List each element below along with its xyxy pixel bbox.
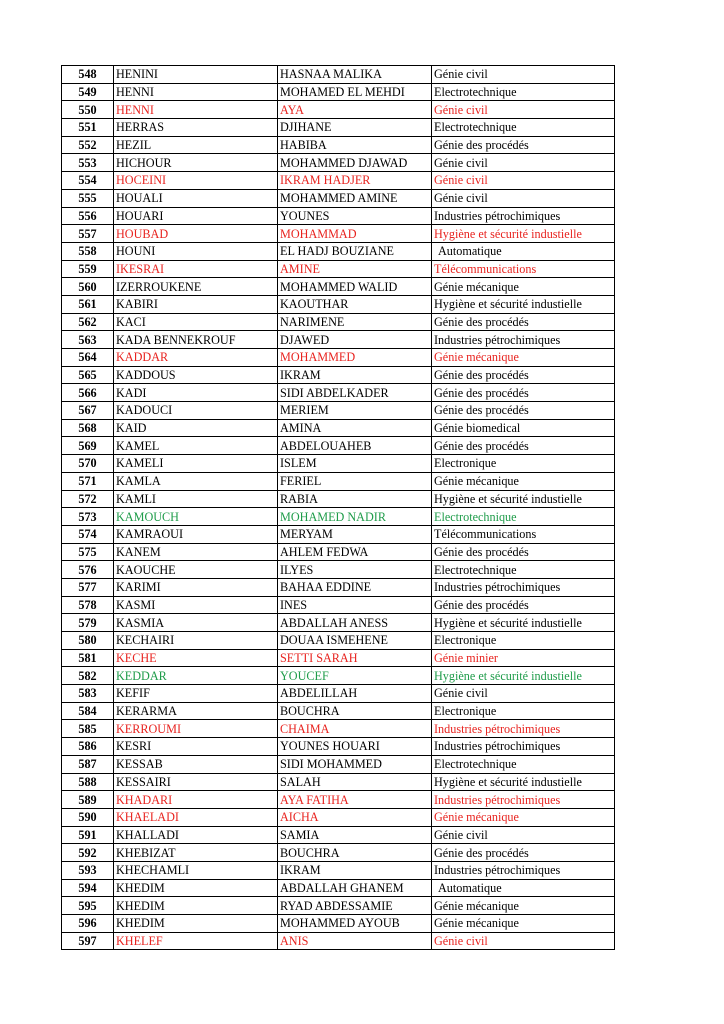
- table-row: [62, 242, 615, 260]
- last-name-cell: KADA BENNEKROUF: [114, 331, 278, 349]
- row-number-cell: 597: [62, 932, 114, 950]
- table-row: [62, 154, 615, 172]
- department-cell: Génie des procédés: [432, 543, 615, 561]
- row-number-cell: 578: [62, 596, 114, 614]
- last-name-cell: KABIRI: [114, 295, 278, 313]
- row-number-cell: 568: [62, 419, 114, 437]
- row-number-cell: 564: [62, 349, 114, 367]
- row-number-cell: 555: [62, 189, 114, 207]
- first-name-cell: DOUAA ISMEHENE: [278, 632, 432, 650]
- row-number-cell: 586: [62, 738, 114, 756]
- last-name-cell: HOUNI: [114, 242, 278, 260]
- first-name-cell: ILYES: [278, 561, 432, 579]
- table-row: [62, 897, 615, 915]
- table-row: [62, 844, 615, 862]
- last-name-cell: KESSAB: [114, 755, 278, 773]
- table-row: [62, 278, 615, 296]
- department-cell: Génie mécanique: [432, 349, 615, 367]
- first-name-cell: NARIMENE: [278, 313, 432, 331]
- department-cell: Génie civil: [432, 172, 615, 190]
- department-cell: Electronique: [432, 632, 615, 650]
- row-number-cell: 593: [62, 861, 114, 879]
- last-name-cell: KHEDIM: [114, 879, 278, 897]
- department-cell: Génie civil: [432, 154, 615, 172]
- department-cell: Hygiène et sécurité industielle: [432, 773, 615, 791]
- last-name-cell: KEDDAR: [114, 667, 278, 685]
- last-name-cell: HENNI: [114, 101, 278, 119]
- department-cell: Génie des procédés: [432, 384, 615, 402]
- department-cell: Génie minier: [432, 649, 615, 667]
- table-row: [62, 667, 615, 685]
- department-cell: Hygiène et sécurité industielle: [432, 295, 615, 313]
- department-cell: Génie biomedical: [432, 419, 615, 437]
- first-name-cell: AYA FATIHA: [278, 791, 432, 809]
- table-row: [62, 349, 615, 367]
- row-number-cell: 585: [62, 720, 114, 738]
- table-row: [62, 578, 615, 596]
- department-cell: Automatique: [432, 879, 615, 897]
- row-number-cell: 563: [62, 331, 114, 349]
- first-name-cell: ABDELILLAH: [278, 685, 432, 703]
- department-cell: Génie des procédés: [432, 402, 615, 420]
- row-number-cell: 562: [62, 313, 114, 331]
- last-name-cell: KHELEF: [114, 932, 278, 950]
- table-row: [62, 596, 615, 614]
- last-name-cell: KAID: [114, 419, 278, 437]
- row-number-cell: 583: [62, 685, 114, 703]
- row-number-cell: 559: [62, 260, 114, 278]
- row-number-cell: 565: [62, 366, 114, 384]
- first-name-cell: HABIBA: [278, 136, 432, 154]
- row-number-cell: 580: [62, 632, 114, 650]
- first-name-cell: MOHAMMAD: [278, 225, 432, 243]
- table-row: [62, 313, 615, 331]
- table-row: [62, 791, 615, 809]
- department-cell: Industries pétrochimiques: [432, 861, 615, 879]
- department-cell: Industries pétrochimiques: [432, 578, 615, 596]
- department-cell: Génie des procédés: [432, 313, 615, 331]
- table-row: [62, 932, 615, 950]
- table-row: [62, 490, 615, 508]
- first-name-cell: AMINA: [278, 419, 432, 437]
- table-row: [62, 861, 615, 879]
- first-name-cell: DJAWED: [278, 331, 432, 349]
- table-row: [62, 472, 615, 490]
- first-name-cell: YOUNES HOUARI: [278, 738, 432, 756]
- roster-body: [62, 66, 615, 950]
- table-row: [62, 225, 615, 243]
- first-name-cell: MOHAMMED AYOUB: [278, 915, 432, 933]
- first-name-cell: MOHAMMED WALID: [278, 278, 432, 296]
- last-name-cell: KASMIA: [114, 614, 278, 632]
- last-name-cell: KAMELI: [114, 455, 278, 473]
- first-name-cell: CHAIMA: [278, 720, 432, 738]
- department-cell: Génie mécanique: [432, 915, 615, 933]
- department-cell: Génie mécanique: [432, 897, 615, 915]
- table-row: [62, 384, 615, 402]
- first-name-cell: IKRAM HADJER: [278, 172, 432, 190]
- last-name-cell: KESSAIRI: [114, 773, 278, 791]
- first-name-cell: ABDELOUAHEB: [278, 437, 432, 455]
- row-number-cell: 576: [62, 561, 114, 579]
- first-name-cell: FERIEL: [278, 472, 432, 490]
- department-cell: Génie civil: [432, 189, 615, 207]
- department-cell: Génie des procédés: [432, 136, 615, 154]
- table-row: [62, 83, 615, 101]
- department-cell: Electrotechnique: [432, 755, 615, 773]
- first-name-cell: AYA: [278, 101, 432, 119]
- first-name-cell: AMINE: [278, 260, 432, 278]
- last-name-cell: KEFIF: [114, 685, 278, 703]
- department-cell: Génie mécanique: [432, 472, 615, 490]
- last-name-cell: KAMEL: [114, 437, 278, 455]
- last-name-cell: KECHAIRI: [114, 632, 278, 650]
- department-cell: Télécommunications: [432, 260, 615, 278]
- last-name-cell: KAMLA: [114, 472, 278, 490]
- last-name-cell: KAMLI: [114, 490, 278, 508]
- row-number-cell: 551: [62, 119, 114, 137]
- table-row: [62, 561, 615, 579]
- row-number-cell: 567: [62, 402, 114, 420]
- row-number-cell: 550: [62, 101, 114, 119]
- last-name-cell: KERARMA: [114, 702, 278, 720]
- last-name-cell: HENINI: [114, 66, 278, 84]
- department-cell: Industries pétrochimiques: [432, 207, 615, 225]
- table-row: [62, 525, 615, 543]
- last-name-cell: KAMOUCH: [114, 508, 278, 526]
- row-number-cell: 558: [62, 242, 114, 260]
- row-number-cell: 573: [62, 508, 114, 526]
- first-name-cell: SETTI SARAH: [278, 649, 432, 667]
- first-name-cell: ABDALLAH GHANEM: [278, 879, 432, 897]
- row-number-cell: 548: [62, 66, 114, 84]
- row-number-cell: 582: [62, 667, 114, 685]
- last-name-cell: HOCEINI: [114, 172, 278, 190]
- row-number-cell: 595: [62, 897, 114, 915]
- department-cell: Electronique: [432, 702, 615, 720]
- last-name-cell: HERRAS: [114, 119, 278, 137]
- table-row: [62, 808, 615, 826]
- row-number-cell: 594: [62, 879, 114, 897]
- table-row: [62, 649, 615, 667]
- department-cell: Automatique: [432, 242, 615, 260]
- first-name-cell: BOUCHRA: [278, 702, 432, 720]
- table-row: [62, 738, 615, 756]
- row-number-cell: 587: [62, 755, 114, 773]
- department-cell: Génie des procédés: [432, 596, 615, 614]
- table-row: [62, 189, 615, 207]
- row-number-cell: 581: [62, 649, 114, 667]
- table-row: [62, 773, 615, 791]
- row-number-cell: 552: [62, 136, 114, 154]
- table-row: [62, 720, 615, 738]
- department-cell: Génie des procédés: [432, 366, 615, 384]
- department-cell: Hygiène et sécurité industielle: [432, 614, 615, 632]
- last-name-cell: KECHE: [114, 649, 278, 667]
- last-name-cell: HOUBAD: [114, 225, 278, 243]
- department-cell: Electrotechnique: [432, 561, 615, 579]
- table-row: [62, 508, 615, 526]
- row-number-cell: 554: [62, 172, 114, 190]
- row-number-cell: 575: [62, 543, 114, 561]
- first-name-cell: SALAH: [278, 773, 432, 791]
- table-row: [62, 119, 615, 137]
- first-name-cell: EL HADJ BOUZIANE: [278, 242, 432, 260]
- last-name-cell: KARIMI: [114, 578, 278, 596]
- department-cell: Industries pétrochimiques: [432, 720, 615, 738]
- first-name-cell: YOUNES: [278, 207, 432, 225]
- table-row: [62, 702, 615, 720]
- first-name-cell: MOHAMED NADIR: [278, 508, 432, 526]
- table-row: [62, 66, 615, 84]
- table-row: [62, 455, 615, 473]
- row-number-cell: 549: [62, 83, 114, 101]
- row-number-cell: 566: [62, 384, 114, 402]
- table-row: [62, 172, 615, 190]
- last-name-cell: HICHOUR: [114, 154, 278, 172]
- table-row: [62, 826, 615, 844]
- row-number-cell: 584: [62, 702, 114, 720]
- department-cell: Génie civil: [432, 101, 615, 119]
- last-name-cell: KADDOUS: [114, 366, 278, 384]
- first-name-cell: MERYAM: [278, 525, 432, 543]
- last-name-cell: KACI: [114, 313, 278, 331]
- department-cell: Industries pétrochimiques: [432, 738, 615, 756]
- table-row: [62, 366, 615, 384]
- first-name-cell: MOHAMMED DJAWAD: [278, 154, 432, 172]
- row-number-cell: 591: [62, 826, 114, 844]
- department-cell: Industries pétrochimiques: [432, 791, 615, 809]
- table-row: [62, 260, 615, 278]
- first-name-cell: IKRAM: [278, 861, 432, 879]
- row-number-cell: 553: [62, 154, 114, 172]
- last-name-cell: KHALLADI: [114, 826, 278, 844]
- first-name-cell: MOHAMMED AMINE: [278, 189, 432, 207]
- last-name-cell: KESRI: [114, 738, 278, 756]
- department-cell: Electrotechnique: [432, 508, 615, 526]
- student-roster-table: [61, 65, 615, 950]
- row-number-cell: 569: [62, 437, 114, 455]
- table-row: [62, 614, 615, 632]
- row-number-cell: 574: [62, 525, 114, 543]
- table-row: [62, 136, 615, 154]
- last-name-cell: IKESRAI: [114, 260, 278, 278]
- first-name-cell: ANIS: [278, 932, 432, 950]
- row-number-cell: 596: [62, 915, 114, 933]
- last-name-cell: IZERROUKENE: [114, 278, 278, 296]
- first-name-cell: HASNAA MALIKA: [278, 66, 432, 84]
- last-name-cell: HENNI: [114, 83, 278, 101]
- row-number-cell: 570: [62, 455, 114, 473]
- last-name-cell: HOUALI: [114, 189, 278, 207]
- first-name-cell: MOHAMMED: [278, 349, 432, 367]
- first-name-cell: MOHAMED EL MEHDI: [278, 83, 432, 101]
- last-name-cell: KASMI: [114, 596, 278, 614]
- department-cell: Génie mécanique: [432, 278, 615, 296]
- row-number-cell: 588: [62, 773, 114, 791]
- row-number-cell: 577: [62, 578, 114, 596]
- last-name-cell: KHEBIZAT: [114, 844, 278, 862]
- department-cell: Electronique: [432, 455, 615, 473]
- row-number-cell: 561: [62, 295, 114, 313]
- department-cell: Hygiène et sécurité industielle: [432, 667, 615, 685]
- table-row: [62, 685, 615, 703]
- first-name-cell: ISLEM: [278, 455, 432, 473]
- first-name-cell: INES: [278, 596, 432, 614]
- row-number-cell: 572: [62, 490, 114, 508]
- row-number-cell: 557: [62, 225, 114, 243]
- table-row: [62, 543, 615, 561]
- department-cell: Génie civil: [432, 685, 615, 703]
- table-row: [62, 755, 615, 773]
- table-row: [62, 879, 615, 897]
- last-name-cell: HOUARI: [114, 207, 278, 225]
- first-name-cell: AHLEM FEDWA: [278, 543, 432, 561]
- last-name-cell: HEZIL: [114, 136, 278, 154]
- last-name-cell: KADI: [114, 384, 278, 402]
- first-name-cell: SIDI ABDELKADER: [278, 384, 432, 402]
- table-row: [62, 915, 615, 933]
- table-row: [62, 402, 615, 420]
- row-number-cell: 590: [62, 808, 114, 826]
- first-name-cell: MERIEM: [278, 402, 432, 420]
- last-name-cell: KERROUMI: [114, 720, 278, 738]
- first-name-cell: BOUCHRA: [278, 844, 432, 862]
- department-cell: Télécommunications: [432, 525, 615, 543]
- department-cell: Génie des procédés: [432, 437, 615, 455]
- last-name-cell: KHECHAMLI: [114, 861, 278, 879]
- first-name-cell: YOUCEF: [278, 667, 432, 685]
- row-number-cell: 579: [62, 614, 114, 632]
- first-name-cell: IKRAM: [278, 366, 432, 384]
- last-name-cell: KADOUCI: [114, 402, 278, 420]
- department-cell: Electrotechnique: [432, 83, 615, 101]
- last-name-cell: KAOUCHE: [114, 561, 278, 579]
- department-cell: Hygiène et sécurité industielle: [432, 225, 615, 243]
- row-number-cell: 589: [62, 791, 114, 809]
- last-name-cell: KADDAR: [114, 349, 278, 367]
- table-row: [62, 207, 615, 225]
- department-cell: Electrotechnique: [432, 119, 615, 137]
- department-cell: Hygiène et sécurité industielle: [432, 490, 615, 508]
- last-name-cell: KANEM: [114, 543, 278, 561]
- table-row: [62, 331, 615, 349]
- table-row: [62, 437, 615, 455]
- row-number-cell: 571: [62, 472, 114, 490]
- first-name-cell: SIDI MOHAMMED: [278, 755, 432, 773]
- last-name-cell: KHAELADI: [114, 808, 278, 826]
- row-number-cell: 592: [62, 844, 114, 862]
- department-cell: Génie des procédés: [432, 844, 615, 862]
- last-name-cell: KHEDIM: [114, 915, 278, 933]
- department-cell: Industries pétrochimiques: [432, 331, 615, 349]
- row-number-cell: 560: [62, 278, 114, 296]
- table-row: [62, 101, 615, 119]
- department-cell: Génie civil: [432, 66, 615, 84]
- first-name-cell: SAMIA: [278, 826, 432, 844]
- first-name-cell: BAHAA EDDINE: [278, 578, 432, 596]
- department-cell: Génie civil: [432, 826, 615, 844]
- first-name-cell: AICHA: [278, 808, 432, 826]
- department-cell: Génie civil: [432, 932, 615, 950]
- last-name-cell: KHEDIM: [114, 897, 278, 915]
- table-row: [62, 295, 615, 313]
- first-name-cell: DJIHANE: [278, 119, 432, 137]
- last-name-cell: KHADARI: [114, 791, 278, 809]
- first-name-cell: ABDALLAH ANESS: [278, 614, 432, 632]
- first-name-cell: RYAD ABDESSAMIE: [278, 897, 432, 915]
- row-number-cell: 556: [62, 207, 114, 225]
- first-name-cell: KAOUTHAR: [278, 295, 432, 313]
- department-cell: Génie mécanique: [432, 808, 615, 826]
- table-row: [62, 419, 615, 437]
- first-name-cell: RABIA: [278, 490, 432, 508]
- last-name-cell: KAMRAOUI: [114, 525, 278, 543]
- table-row: [62, 632, 615, 650]
